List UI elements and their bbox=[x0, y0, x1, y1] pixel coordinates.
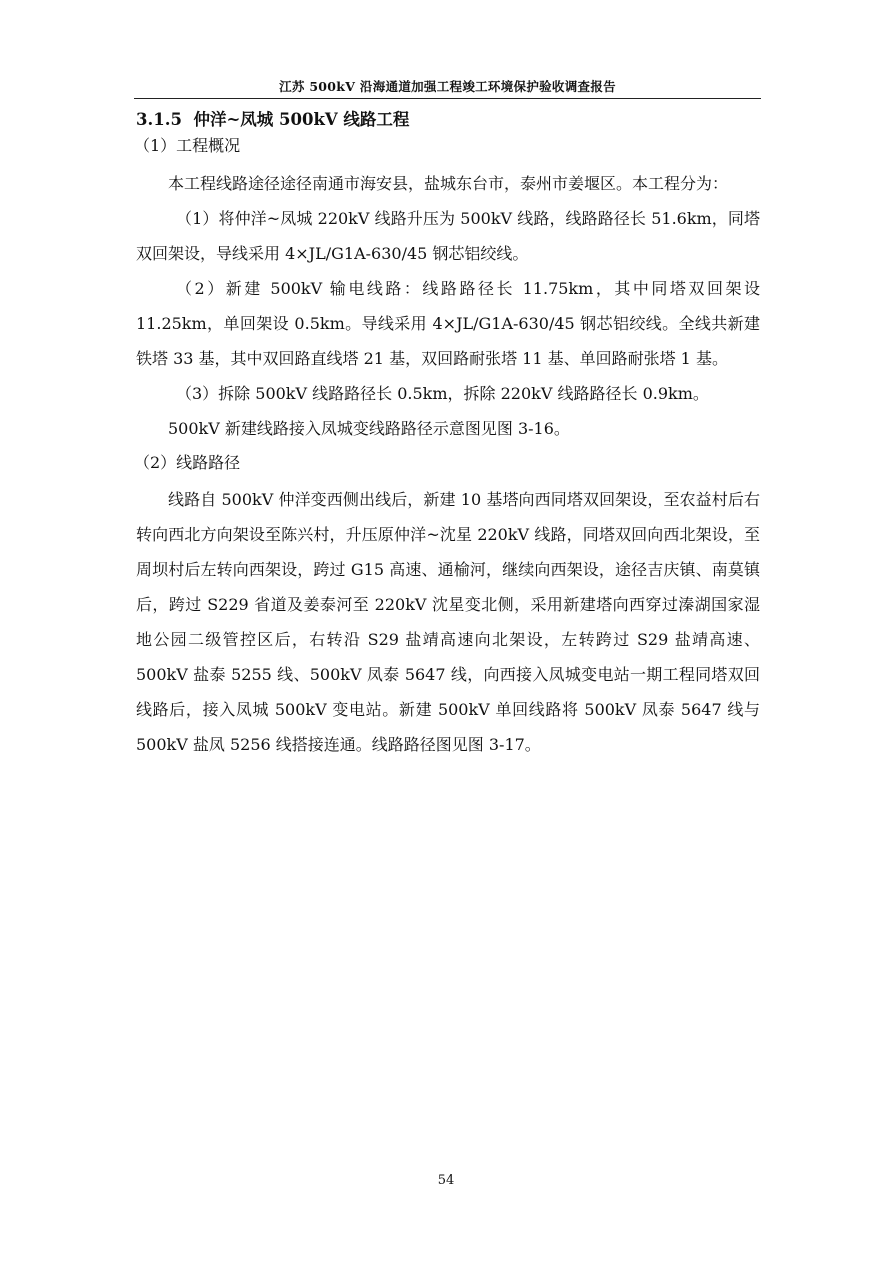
page-number: 54 bbox=[437, 1173, 455, 1188]
overview-intro-paragraph: 本工程线路途径途径南通市海安县，盐城东台市，泰州市姜堰区。本工程分为： bbox=[168, 174, 729, 193]
overview-item-3: （3）拆除 500kV 线路路径长 0.5km，拆除 220kV 线路路径长 0.9km。 bbox=[176, 384, 709, 403]
section-title: 仲洋~凤城 500kV 线路工程 bbox=[193, 110, 410, 129]
route-heading: （2）线路路径 bbox=[134, 453, 241, 472]
route-description-paragraph: 线路自 500kV 仲洋变西侧出线后，新建 10 基塔向西同塔双回架设，至农益村后右转向西北方向架设至陈兴村，升压原仲洋~沈星 220kV 线路，同塔双回向西北架设，至周坝村后左转向西架设，跨过 G15 高速、通榆河，继续向西架设，途径吉庆镇、南莫镇后，跨过 S229 省道及姜泰河至 220kV 沈星变北侧，采用新建塔向西穿过溱湖国家湿地公园二级管控区后，右转沿 S29 盐靖高速向北架设，左转跨过 S29 盐靖高速、500kV 盐泰 5255 线、500kV 凤泰 5647 线，向西接入凤城变电站一期工程同塔双回线路后，接入凤城 500kV 变电站。新建 500kV 单回线路将 500kV 凤泰 5647 线与 500kV 盐凤 5256 线搭接连通。线路路径图见图 3-17。 bbox=[136, 490, 760, 754]
running-header: 江苏 500kV 沿海通道加强工程竣工环境保护验收调查报告 bbox=[279, 79, 616, 94]
page-content bbox=[136, 106, 760, 762]
overview-item-2: （2）新建 500kV 输电线路：线路路径长 11.75km，其中同塔双回架设 11.25km，单回架设 0.5km。导线采用 4×JL/G1A-630/45 钢芯铝绞线。全线共新建铁塔 33 基，其中双回路直线塔 21 基，双回路耐张塔 11 基、单回路耐张塔 1 基。 bbox=[136, 279, 760, 368]
section-number: 3.1.5 bbox=[136, 110, 182, 129]
header-rule bbox=[134, 98, 761, 99]
overview-heading: （1）工程概况 bbox=[134, 136, 241, 155]
figure-reference-paragraph: 500kV 新建线路接入凤城变线路路径示意图见图 3-16。 bbox=[168, 419, 570, 438]
section-heading bbox=[136, 106, 760, 134]
overview-item-1: （1）将仲洋~凤城 220kV 线路升压为 500kV 线路，线路路径长 51.6km，同塔双回架设，导线采用 4×JL/G1A-630/45 钢芯铝绞线。 bbox=[136, 209, 760, 263]
